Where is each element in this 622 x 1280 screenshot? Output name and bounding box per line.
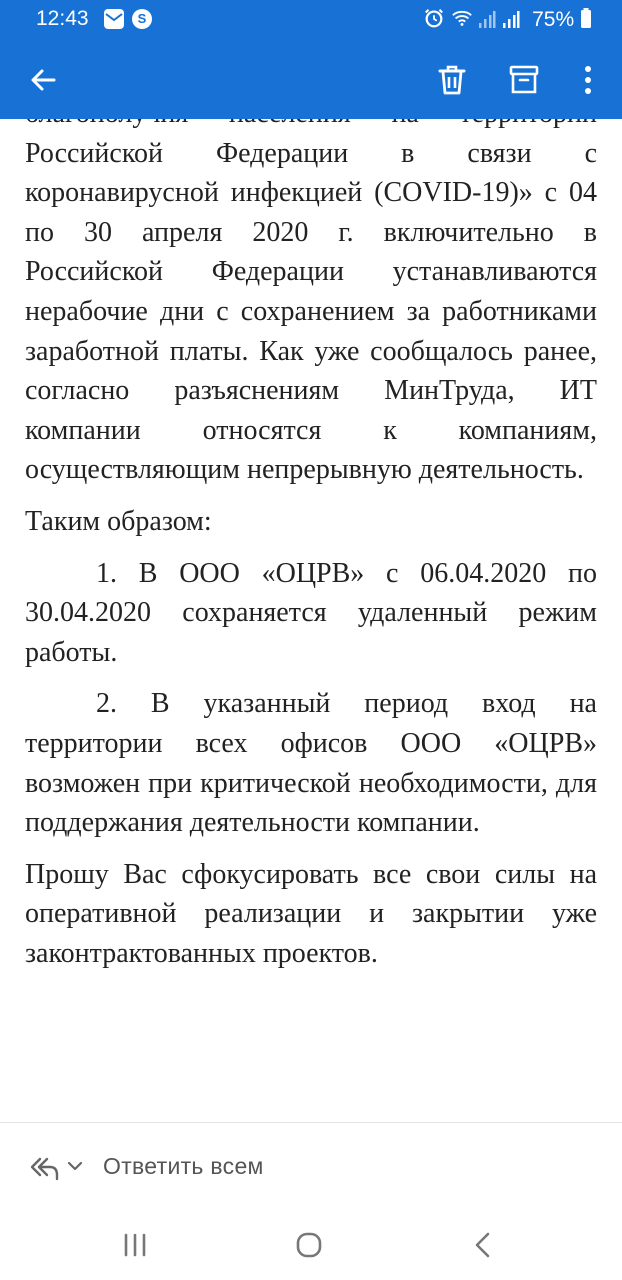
email-body (25, 94, 597, 973)
wifi-icon (451, 7, 473, 29)
archive-icon (504, 60, 544, 100)
battery-percent: 75% (532, 8, 575, 31)
reply-all-icon (28, 1153, 60, 1183)
email-paragraph: Таким образом: (25, 505, 212, 537)
nav-back-button[interactable] (468, 1230, 498, 1260)
status-bar (0, 0, 622, 40)
back-arrow-icon (24, 60, 64, 100)
skype-icon: S (132, 9, 152, 29)
alarm-icon (423, 7, 445, 29)
delete-button[interactable] (432, 60, 472, 100)
reply-all-button[interactable] (28, 1153, 60, 1183)
status-time: 12:43 (36, 7, 89, 30)
recent-apps-icon (120, 1230, 150, 1260)
more-options-button[interactable] (568, 60, 608, 100)
gmail-icon (104, 9, 124, 29)
signal-icon (502, 9, 520, 29)
recent-apps-button[interactable] (120, 1230, 150, 1260)
reply-options-button[interactable] (66, 1157, 84, 1175)
list-item: 1. В ООО «ОЦРВ» с 06.04.2020 по 30.04.2020 сохраняется удаленный режим работы. (25, 557, 597, 668)
signal-icon (478, 9, 496, 29)
email-paragraph: Прошу Вас сфокусировать все свои силы на оперативной реализации и закрытии уже законтрактованных проектов. (25, 858, 597, 969)
back-icon (468, 1230, 498, 1260)
reply-all-label[interactable]: Ответить всем (103, 1153, 264, 1179)
chevron-down-icon (66, 1157, 84, 1175)
app-bar (0, 40, 622, 119)
more-vert-icon (568, 60, 608, 100)
archive-button[interactable] (504, 60, 544, 100)
battery-icon (580, 7, 592, 29)
back-button[interactable] (24, 60, 64, 100)
status-right (423, 7, 592, 32)
trash-icon (432, 60, 472, 100)
reply-bar (0, 1122, 622, 1215)
system-nav-bar (0, 1214, 622, 1280)
list-item: 2. В указанный период вход на территории всех офисов ООО «ОЦРВ» возможен при критической необходимости, для поддержания деятельности компании. (25, 688, 597, 839)
home-button[interactable] (294, 1230, 324, 1260)
app-header (0, 0, 622, 119)
home-icon (294, 1230, 324, 1260)
email-paragraph: Российской Федерации в связи с коронавирусной инфекцией (COVID-19)» с 04 по 30 апреля 2020 г. включительно в Российской Федерации устанавливаются нерабочие дни с сохранением за работниками заработной платы. Как уже сообщалось ранее, согласно разъяснениям МинТруда, ИТ компании относятся к компаниям, осуществляющим непрерывную деятельность. (25, 137, 597, 486)
